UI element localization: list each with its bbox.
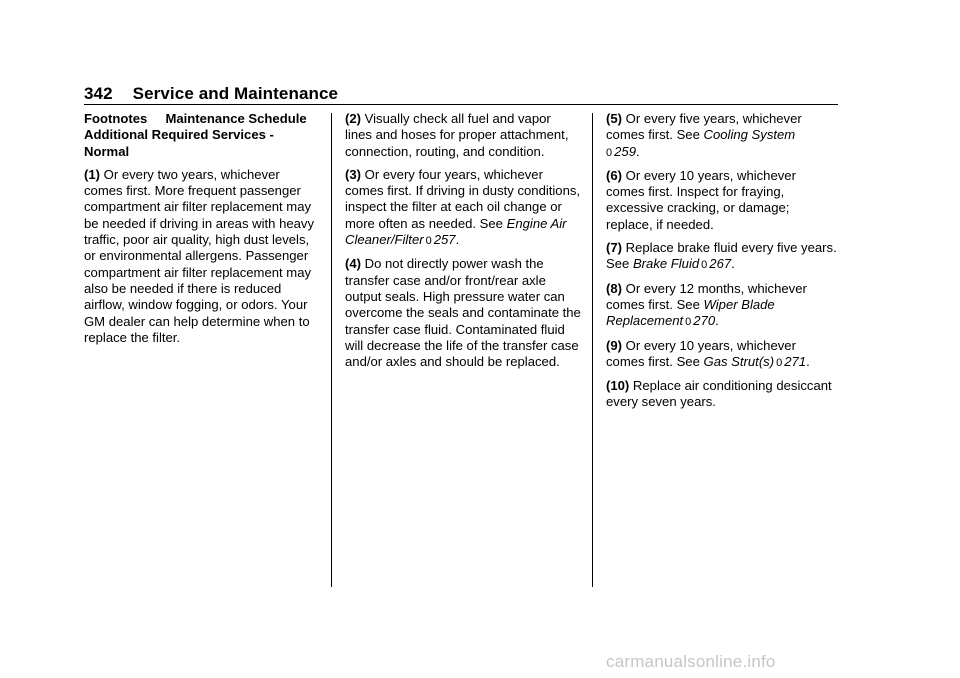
cross-reference-link[interactable]: Cooling System <box>703 127 796 143</box>
column-2 <box>345 111 581 377</box>
column-divider <box>592 113 593 587</box>
punctuation: . <box>635 143 640 159</box>
punctuation: . <box>806 353 810 369</box>
footnote-text: Replace brake fluid every five years. See <box>606 240 837 272</box>
page-ref-arrow-icon: 0 <box>606 146 613 159</box>
footnote-8 <box>606 281 838 331</box>
page-reference[interactable]: 259 <box>614 143 636 159</box>
footnotes-heading: Footnotes Maintenance Schedule Additional Required Services - Normal <box>84 111 310 159</box>
footnote-10 <box>606 378 838 411</box>
footnote-6 <box>606 168 838 233</box>
page-reference[interactable]: 271 <box>784 353 807 369</box>
footnote-marker: (2) <box>345 111 362 126</box>
page-number: 342 <box>84 84 113 103</box>
page-ref-arrow-icon: 0 <box>425 235 432 248</box>
page-ref-arrow-icon: 0 <box>685 316 692 329</box>
footnote-9 <box>606 338 838 372</box>
header-rule <box>84 104 838 105</box>
footnote-4 <box>345 256 581 370</box>
footnote-marker: (10) <box>606 378 630 394</box>
footnote-marker: (4) <box>345 256 362 272</box>
page-ref-arrow-icon: 0 <box>701 259 708 272</box>
cross-reference-link[interactable]: Gas Strut(s) <box>703 353 775 369</box>
column-divider <box>331 113 332 587</box>
footnote-marker: (9) <box>606 337 623 353</box>
footnote-2 <box>345 111 581 160</box>
watermark: carmanualsonline.info <box>606 652 776 671</box>
footnote-text: Or every two years, whichever comes first. More frequent passenger compartment air filter replacement may be needed if driving in areas with heavy traffic, poor air quality, high dust levels, or environmental allergens. Passenger compartment air filter replacement may also be needed if there is reduced airflow, window fogging, or odors. Your GM dealer can help determine when to replace the filter. <box>84 166 315 345</box>
section-title: Service and Maintenance <box>132 84 339 103</box>
footnote-marker: (1) <box>84 166 101 182</box>
footnote-3 <box>345 167 581 249</box>
footnote-1 <box>84 167 320 346</box>
footnote-marker: (6) <box>606 167 623 183</box>
punctuation: . <box>455 232 460 248</box>
page-header <box>84 84 338 104</box>
column-1 <box>84 111 320 353</box>
footnote-text: Or every 10 years, whichever comes first. Inspect for fraying, excessive cracking, or damage; replace, if needed. <box>606 167 796 232</box>
footnote-7 <box>606 240 838 274</box>
cross-reference-link[interactable]: Engine Air Cleaner/Filter <box>345 215 567 248</box>
punctuation: . <box>715 313 719 329</box>
footnote-marker: (7) <box>606 240 623 256</box>
page-ref-arrow-icon: 0 <box>776 356 783 369</box>
page-reference[interactable]: 270 <box>693 313 716 329</box>
cross-reference-link[interactable]: Wiper Blade Replacement <box>606 296 775 329</box>
page-reference[interactable]: 257 <box>433 232 456 248</box>
punctuation: . <box>731 256 735 272</box>
footnote-marker: (5) <box>606 111 623 126</box>
footnote-text: Visually check all fuel and vapor lines and hoses for proper attachment, connection, routing, and condition. <box>345 111 569 159</box>
column-3 <box>606 111 838 418</box>
footnote-5 <box>606 111 838 161</box>
footnote-text: Replace air conditioning desiccant every seven years. <box>606 378 832 410</box>
footnote-text: Or every four years, whichever comes first. If driving in dusty conditions, inspect the filter at each oil change or more often as needed. See <box>345 166 581 231</box>
footnote-marker: (3) <box>345 166 362 182</box>
footnote-text: Do not directly power wash the transfer case and/or front/rear axle output seals. High pressure water can overcome the seals and contaminate the transfer case fluid. Contaminated fluid will decrease the life of the transfer case and/or axles and should be replaced. <box>345 256 581 370</box>
page-reference[interactable]: 267 <box>709 256 732 272</box>
footnote-text: Or every 12 months, whichever comes first. See <box>606 280 807 312</box>
footnote-text: Or every 10 years, whichever comes first. See <box>606 337 796 369</box>
cross-reference-link[interactable]: Brake Fluid <box>632 256 700 272</box>
footnote-text: Or every five years, whichever comes first. See <box>606 111 802 143</box>
footnote-marker: (8) <box>606 280 623 296</box>
